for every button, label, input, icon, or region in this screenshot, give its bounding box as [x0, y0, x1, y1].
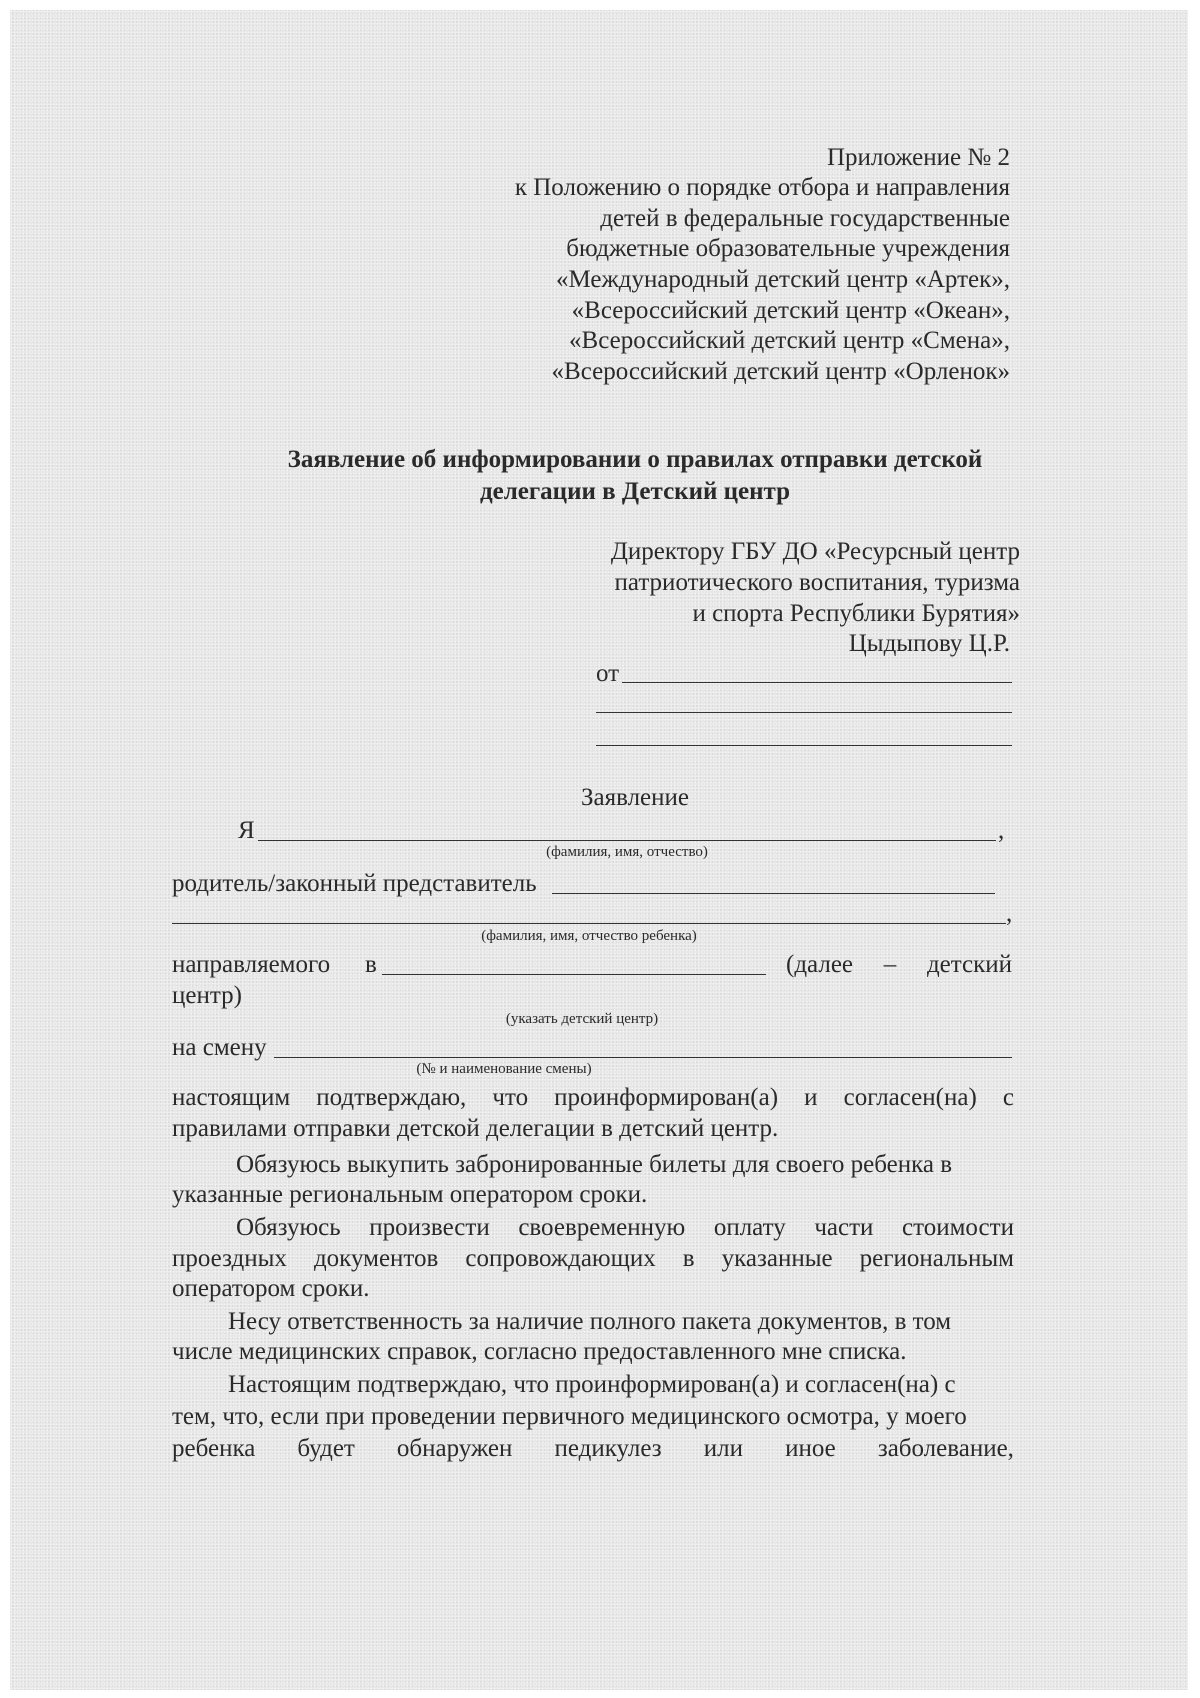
word: своевременную	[518, 1214, 686, 1241]
paragraph-line: оператором сроки.	[172, 1275, 370, 1302]
word: проинформирован(а)	[554, 1084, 779, 1111]
word: региональным	[859, 1245, 1014, 1272]
paragraph-line: числе медицинских справок, согласно предоставленного мне списка.	[172, 1338, 907, 1365]
parent-label: родитель/законный представитель	[172, 870, 537, 897]
i-label: Я	[238, 817, 255, 844]
word: настоящим	[172, 1084, 291, 1111]
document-page	[10, 10, 1188, 1690]
appendix-line: к Положению о порядке отбора и направления	[514, 174, 1010, 201]
paragraph-line: тем, что, если при проведении первичного медицинского осмотра, у моего	[172, 1403, 967, 1430]
statement-title: Заявление	[580, 784, 690, 811]
addressee-line: патриотического воспитания, туризма	[614, 569, 1020, 596]
word: –	[883, 951, 897, 978]
word: в	[682, 1245, 695, 1272]
word: сопровождающих	[465, 1245, 656, 1272]
shift-fill-line	[274, 1057, 1012, 1058]
center-close: центр)	[172, 982, 242, 1009]
word: иное	[785, 1435, 836, 1462]
child-fill-line	[172, 923, 1006, 924]
fio-fill-line	[258, 840, 996, 841]
directed-label: направляемого	[172, 951, 331, 978]
appendix-line: бюджетные образовательные учреждения	[566, 235, 1010, 262]
shift-hint: (№ и наименование смены)	[416, 1061, 592, 1077]
paragraph-line	[172, 1083, 1014, 1113]
word: части	[814, 1214, 874, 1241]
appendix-title: Приложение № 2	[826, 144, 1010, 171]
comma: ,	[1006, 900, 1013, 927]
addressee-line: Директору ГБУ ДО «Ресурсный центр	[610, 538, 1020, 565]
word: документов	[313, 1245, 439, 1272]
word: согласен(на)	[843, 1084, 977, 1111]
paragraph-line: Несу ответственность за наличие полного пакета документов, в том	[228, 1308, 952, 1335]
word: с	[1002, 1084, 1014, 1111]
word: Обязуюсь	[236, 1214, 341, 1241]
word: оплату	[713, 1214, 786, 1241]
center-hint: (указать детский центр)	[505, 1011, 659, 1027]
word: подтверждаю,	[316, 1084, 467, 1111]
paragraph-line: правилами отправки детской делегации в детский центр.	[172, 1115, 779, 1142]
from-fill-line	[622, 682, 1012, 683]
word: заболевание,	[877, 1435, 1014, 1462]
further-text	[786, 950, 1012, 980]
appendix-line: «Всероссийский детский центр «Океан»,	[571, 297, 1010, 324]
paragraph-line: указанные региональным оператором сроки.	[172, 1181, 648, 1208]
addressee-line: Цыдыпову Ц.Р.	[848, 630, 1010, 657]
parent-fill-line	[552, 893, 995, 894]
in-label: в	[365, 951, 377, 978]
word: обнаружен	[396, 1435, 513, 1462]
word: (далее	[786, 951, 854, 978]
word: стоимости	[902, 1214, 1014, 1241]
comma: ,	[998, 817, 1005, 844]
fio-hint: (фамилия, имя, отчество)	[546, 844, 708, 860]
from-fill-line	[596, 712, 1012, 713]
center-fill-line	[382, 974, 766, 975]
word: или	[703, 1435, 743, 1462]
appendix-line: детей в федеральные государственные	[600, 205, 1010, 232]
paragraph-line	[172, 1244, 1014, 1274]
appendix-line: «Всероссийский детский центр «Орленок»	[551, 358, 1010, 385]
word: ребенка	[172, 1435, 256, 1462]
word: и	[804, 1084, 818, 1111]
child-hint: (фамилия, имя, отчество ребенка)	[481, 928, 697, 944]
word: педикулез	[554, 1435, 662, 1462]
from-fill-line	[596, 745, 1012, 746]
paragraph-line	[236, 1213, 1014, 1243]
appendix-line: «Всероссийский детский центр «Смена»,	[569, 327, 1010, 354]
paragraph-line: Настоящим подтверждаю, что проинформирован(а) и согласен(на) с	[228, 1371, 956, 1398]
shift-label: на смену	[172, 1034, 267, 1061]
word: что	[492, 1084, 529, 1111]
appendix-line: «Международный детский центр «Артек»,	[555, 266, 1010, 293]
word: произвести	[369, 1214, 490, 1241]
word: указанные	[721, 1245, 833, 1272]
document-heading-line1: Заявление об информировании о правилах отправки детской	[287, 446, 983, 473]
paragraph-line: Обязуюсь выкупить забронированные билеты для своего ребенка в	[236, 1151, 953, 1178]
word: детский	[926, 951, 1012, 978]
addressee-line: и спорта Республики Бурятия»	[692, 600, 1020, 627]
document-heading-line2: делегации в Детский центр	[479, 478, 791, 505]
paragraph-line	[172, 1434, 1014, 1464]
from-label: от	[596, 660, 620, 687]
word: проездных	[172, 1245, 287, 1272]
word: будет	[297, 1435, 355, 1462]
